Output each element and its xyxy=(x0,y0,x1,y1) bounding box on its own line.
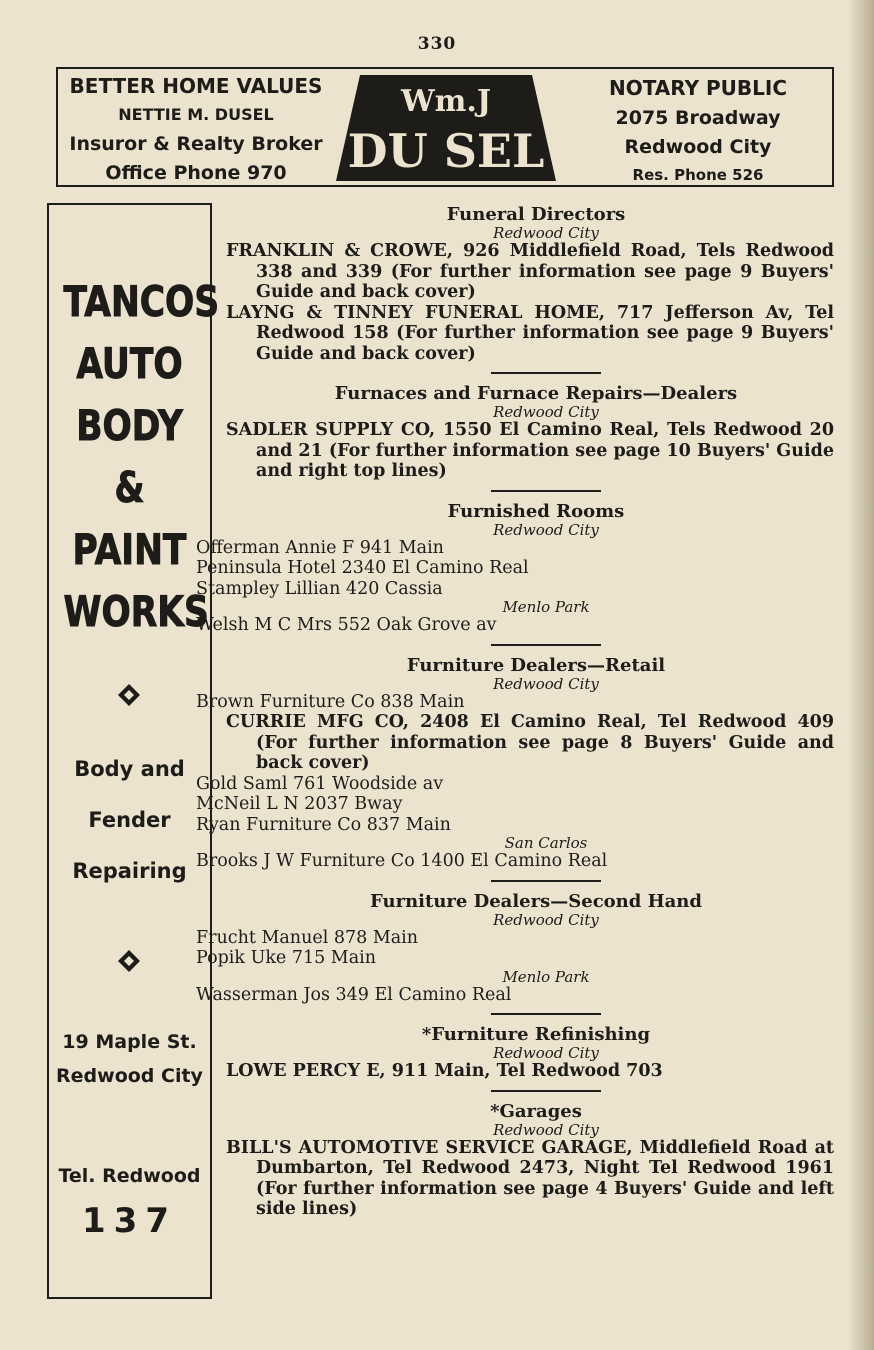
section-heading: Furnaces and Furnace Repairs—Dealers xyxy=(334,383,738,404)
listing-entry: Wasserman Jos 349 El Camino Real xyxy=(196,984,512,1005)
ad-street-address: 2075 Broadway xyxy=(615,107,781,129)
ad-office-phone: Office Phone 970 xyxy=(105,162,287,184)
section-divider xyxy=(491,1090,601,1092)
featured-listing-entry: SADLER SUPPLY CO, 1550 El Camino Real, Tels Redwood 20 and 21 (For further information see page 10 Buyers' Guide and right top lines) xyxy=(226,420,834,481)
dusel-logo xyxy=(336,73,556,183)
featured-listing-entry: LOWE PERCY E, 911 Main, Tel Redwood 703 xyxy=(226,1061,663,1081)
ad-agent-name: NETTIE M. DUSEL xyxy=(118,105,274,124)
section-heading: Furnished Rooms xyxy=(447,500,625,522)
page-edge-shadow xyxy=(848,0,874,1350)
ad-city: Redwood City xyxy=(624,136,772,158)
side-ad-phone-number: 137 xyxy=(82,1201,177,1241)
featured-listing-entry: FRANKLIN & CROWE, 926 Middlefield Road, Tels Redwood 338 and 339 (For further information see page 9 Buyers' Guide and back cover) xyxy=(226,241,834,302)
listing-entry: Welsh M C Mrs 552 Oak Grove av xyxy=(196,615,497,635)
section-heading: *Furniture Refinishing xyxy=(421,1024,651,1045)
section-heading: Furniture Dealers—Retail xyxy=(406,654,666,676)
city-subheading: Redwood City xyxy=(493,674,599,693)
ad-right-block xyxy=(588,73,808,189)
section-divider xyxy=(491,1013,601,1015)
city-subheading: Redwood City xyxy=(493,910,599,929)
side-ad-street: 19 Maple St. xyxy=(62,1031,197,1053)
featured-listing-entry: CURRIE MFG CO, 2408 El Camino Real, Tel Redwood 409 (For further information see page 8 Buyers' Guide and back cover) xyxy=(226,712,834,773)
side-ad-title-2: AUTO xyxy=(76,339,183,388)
section-divider xyxy=(491,372,601,374)
listing-entry: Brooks J W Furniture Co 1400 El Camino Real xyxy=(196,851,608,871)
diamond-ornament-icon xyxy=(117,683,141,707)
city-subheading: Menlo Park xyxy=(502,967,590,986)
side-ad-title-4: & xyxy=(114,463,145,512)
logo-line-2: DU SEL xyxy=(347,124,545,178)
section-heading: Funeral Directors xyxy=(446,204,626,225)
featured-listing-entry: LAYNG & TINNEY FUNERAL HOME, 717 Jefferson Av, Tel Redwood 158 (For further information see page 9 Buyers' Guide and back cover) xyxy=(226,302,834,364)
side-advertisement xyxy=(47,203,220,1299)
side-ad-phone-label: Tel. Redwood xyxy=(58,1165,201,1187)
listing-entry: Ryan Furniture Co 837 Main xyxy=(196,814,451,835)
listing-entry: McNeil L N 2037 Bway xyxy=(196,794,403,814)
side-ad-service-2: Fender xyxy=(88,808,171,832)
side-ad-title-5: PAINT xyxy=(72,525,187,574)
side-ad-title-6: WORKS xyxy=(63,587,209,636)
ad-agent-title: Insuror & Realty Broker xyxy=(69,133,323,155)
featured-listing-entry: BILL'S AUTOMOTIVE SERVICE GARAGE, Middlefield Road at Dumbarton, Tel Redwood 2473, Night Tel Redwood 1961 (For further information see page 4 Buyers' Guide and left side lines) xyxy=(226,1137,834,1219)
side-ad-service-1: Body and xyxy=(74,757,185,781)
top-advertisement xyxy=(56,67,834,187)
ad-left-block xyxy=(62,71,330,187)
listing-entry: Gold Saml 761 Woodside av xyxy=(196,773,444,794)
city-subheading: San Carlos xyxy=(504,834,588,852)
listing-entry: Brown Furniture Co 838 Main xyxy=(196,691,465,712)
section-divider xyxy=(491,490,601,492)
section-heading: Furniture Dealers—Second Hand xyxy=(370,890,702,912)
ad-headline: BETTER HOME VALUES xyxy=(69,74,323,98)
side-ad-title-3: BODY xyxy=(76,401,183,450)
listing-entry: Peninsula Hotel 2340 El Camino Real xyxy=(196,558,529,578)
city-subheading: Menlo Park xyxy=(502,598,590,616)
page-number: 330 xyxy=(417,34,457,54)
city-subheading: Redwood City xyxy=(493,403,599,421)
city-subheading: Redwood City xyxy=(493,224,599,242)
listing-entry: Popik Uke 715 Main xyxy=(196,948,377,968)
listing-entry: Stampley Lillian 420 Cassia xyxy=(196,578,443,599)
listing-entry: Frucht Manuel 878 Main xyxy=(196,927,419,948)
side-ad-title-1: TANCOS xyxy=(63,277,220,326)
directory-listings xyxy=(196,204,834,1220)
logo-line-1: Wm.J xyxy=(400,84,492,119)
ad-residence-phone: Res. Phone 526 xyxy=(632,166,764,184)
section-heading: *Garages xyxy=(490,1100,582,1122)
listing-entry: Offerman Annie F 941 Main xyxy=(196,537,444,558)
section-divider xyxy=(491,644,601,646)
city-subheading: Redwood City xyxy=(493,1120,599,1139)
side-ad-service-3: Repairing xyxy=(72,859,187,883)
city-subheading: Redwood City xyxy=(493,520,599,539)
dusel-logo-graphic xyxy=(336,73,556,183)
section-divider xyxy=(491,880,601,882)
city-subheading: Redwood City xyxy=(493,1044,599,1062)
diamond-ornament-icon xyxy=(117,949,141,973)
ad-notary-label: NOTARY PUBLIC xyxy=(608,76,788,100)
side-ad-city: Redwood City xyxy=(56,1065,203,1087)
